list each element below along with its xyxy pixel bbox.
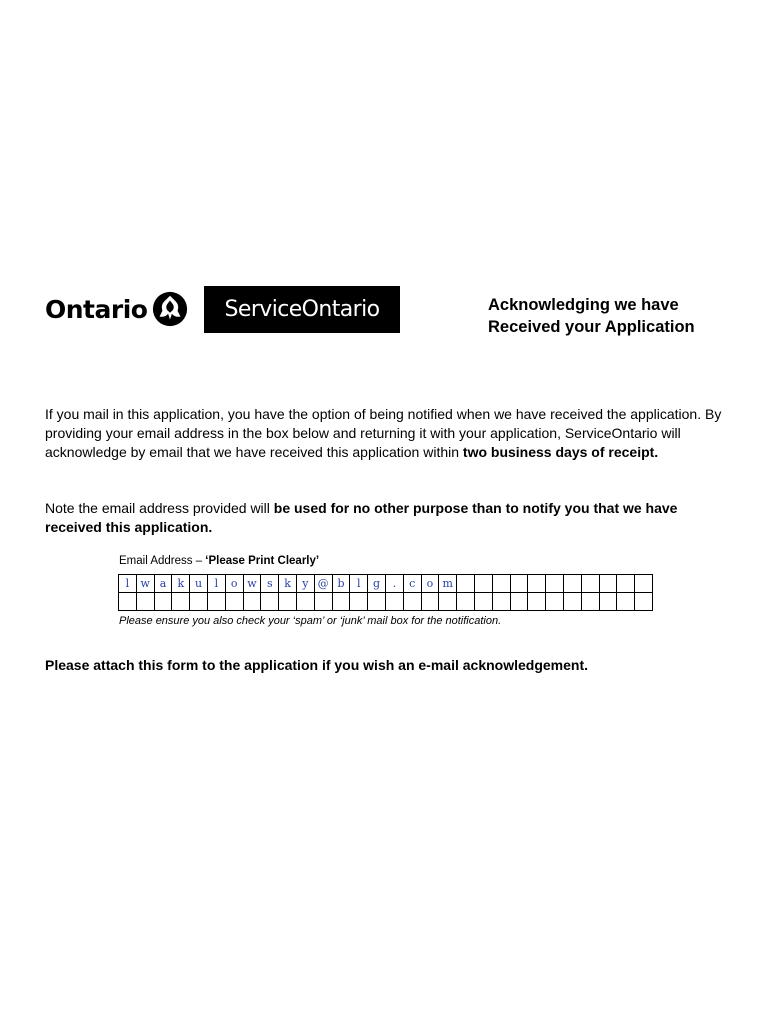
email-char-box[interactable] (563, 575, 581, 593)
email-char-box[interactable]: o (225, 575, 243, 593)
email-char-box[interactable] (528, 575, 546, 593)
intro-text: If you mail in this application, you have the option of being notified when we have received the application. By providing your email address in the box below and returning it with your application, ServiceOntario will acknowledge by email that we have received this application within (45, 406, 722, 460)
ontario-logo (45, 290, 189, 328)
title-line-1: Acknowledging we have (488, 296, 679, 314)
email-char-box[interactable] (332, 593, 350, 611)
privacy-bold-text: be used for no other purpose than to notify you that we have received this application. (45, 500, 678, 535)
email-char-box[interactable] (457, 593, 475, 611)
serviceontario-wordmark: ServiceOntario (224, 297, 380, 322)
email-char-box[interactable] (528, 593, 546, 611)
document-title (488, 294, 728, 338)
email-char-box[interactable] (314, 593, 332, 611)
email-address-label (119, 555, 319, 567)
email-char-box[interactable]: u (190, 575, 208, 593)
email-char-box[interactable]: y (296, 575, 314, 593)
attach-instruction: Please attach this form to the application if you wish an e-mail acknowledgement. (45, 657, 589, 673)
email-char-box[interactable] (421, 593, 439, 611)
email-char-box[interactable] (172, 593, 190, 611)
email-char-box[interactable] (474, 593, 492, 611)
email-char-box[interactable] (225, 593, 243, 611)
email-char-box[interactable] (207, 593, 225, 611)
email-label-instruction: ‘Please Print Clearly’ (205, 555, 320, 567)
email-char-box[interactable]: a (154, 575, 172, 593)
email-char-box[interactable] (510, 593, 528, 611)
email-char-box[interactable] (439, 593, 457, 611)
email-char-box[interactable] (617, 575, 635, 593)
email-char-box[interactable]: g (368, 575, 386, 593)
email-char-box[interactable] (563, 593, 581, 611)
privacy-note-paragraph (45, 499, 730, 537)
email-char-box[interactable]: l (119, 575, 137, 593)
email-char-box[interactable] (581, 593, 599, 611)
trillium-icon (151, 290, 189, 328)
email-char-box[interactable] (635, 593, 653, 611)
email-char-box[interactable]: k (279, 575, 297, 593)
ontario-wordmark: Ontario (45, 294, 148, 324)
spam-check-note: Please ensure you also check your ‘spam’ or ‘junk’ mail box for the notification. (119, 615, 502, 627)
email-char-box[interactable] (350, 593, 368, 611)
email-char-box[interactable] (190, 593, 208, 611)
email-char-box[interactable]: s (261, 575, 279, 593)
intro-paragraph (45, 405, 730, 462)
email-grid-row (119, 593, 653, 611)
email-char-box[interactable] (279, 593, 297, 611)
email-grid-row (119, 575, 653, 593)
email-char-box[interactable] (243, 593, 261, 611)
email-char-box[interactable] (474, 575, 492, 593)
email-char-box[interactable]: b (332, 575, 350, 593)
email-char-box[interactable] (510, 575, 528, 593)
email-char-box[interactable] (296, 593, 314, 611)
email-char-box[interactable] (457, 575, 475, 593)
header (45, 286, 725, 334)
privacy-text: Note the email address provided will (45, 500, 274, 516)
email-char-box[interactable] (119, 593, 137, 611)
email-char-box[interactable]: c (403, 575, 421, 593)
email-entry-grid[interactable] (118, 574, 653, 611)
email-char-box[interactable] (261, 593, 279, 611)
email-char-box[interactable]: @ (314, 575, 332, 593)
email-char-box[interactable] (599, 593, 617, 611)
email-char-box[interactable] (154, 593, 172, 611)
email-char-box[interactable] (546, 593, 564, 611)
email-char-box[interactable] (403, 593, 421, 611)
serviceontario-logo (204, 286, 400, 333)
email-char-box[interactable] (368, 593, 386, 611)
email-char-box[interactable] (599, 575, 617, 593)
email-char-box[interactable]: k (172, 575, 190, 593)
email-char-box[interactable]: w (243, 575, 261, 593)
intro-bold-text: two business days of receipt. (462, 444, 659, 460)
email-char-box[interactable] (385, 593, 403, 611)
email-char-box[interactable] (492, 575, 510, 593)
email-char-box[interactable] (546, 575, 564, 593)
email-char-box[interactable] (617, 593, 635, 611)
email-char-box[interactable]: . (385, 575, 403, 593)
email-label-prefix: Email Address – (119, 555, 206, 567)
email-char-box[interactable] (136, 593, 154, 611)
email-char-box[interactable]: m (439, 575, 457, 593)
email-char-box[interactable]: l (207, 575, 225, 593)
email-char-box[interactable] (635, 575, 653, 593)
email-char-box[interactable] (581, 575, 599, 593)
email-char-box[interactable]: o (421, 575, 439, 593)
email-char-box[interactable]: l (350, 575, 368, 593)
email-char-box[interactable] (492, 593, 510, 611)
title-line-2: Received your Application (488, 318, 695, 336)
email-char-box[interactable]: w (136, 575, 154, 593)
